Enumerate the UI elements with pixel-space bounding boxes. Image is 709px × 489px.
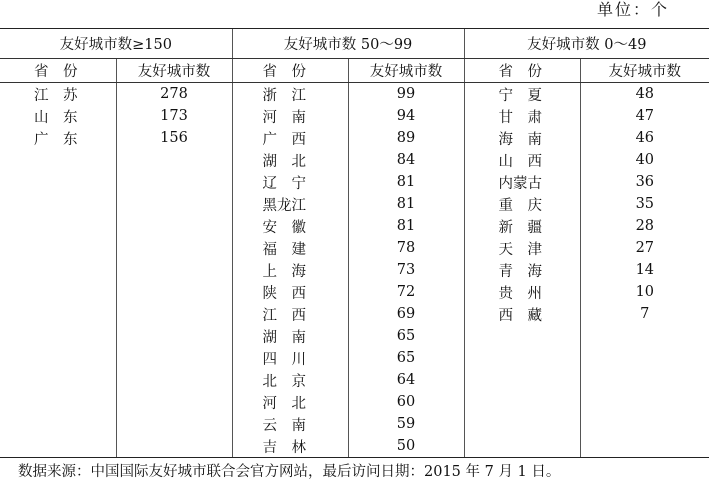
- province-cell: [0, 215, 116, 237]
- count-cell: [116, 347, 232, 369]
- column-header-count: 友好城市数: [348, 59, 464, 83]
- table-row: [0, 325, 709, 347]
- province-cell: 吉 林: [232, 435, 348, 458]
- count-cell: 60: [348, 391, 464, 413]
- table-row: [0, 413, 709, 435]
- count-cell: 64: [348, 369, 464, 391]
- province-cell: [0, 193, 116, 215]
- province-cell: 湖 南: [232, 325, 348, 347]
- province-cell: 山 东: [34, 109, 78, 126]
- province-cell: 江 苏: [34, 87, 78, 104]
- count-cell: 99: [348, 83, 464, 106]
- count-cell: [116, 413, 232, 435]
- count-cell: 40: [580, 149, 709, 171]
- count-cell: [116, 149, 232, 171]
- province-cell: 天 津: [464, 237, 580, 259]
- province-cell: 甘 肃: [464, 105, 580, 127]
- count-cell: [580, 391, 709, 413]
- province-cell: 江 西: [232, 303, 348, 325]
- table-row: [0, 127, 709, 149]
- count-cell: 65: [348, 347, 464, 369]
- table-row: [0, 281, 709, 303]
- count-cell: 7: [580, 303, 709, 325]
- count-cell: 14: [580, 259, 709, 281]
- count-cell: 84: [348, 149, 464, 171]
- province-cell: 北 京: [232, 369, 348, 391]
- group-header-row: [0, 29, 709, 59]
- count-cell: [116, 193, 232, 215]
- count-cell: 35: [580, 193, 709, 215]
- column-header-province: 省 份: [0, 59, 116, 83]
- count-cell: 65: [348, 325, 464, 347]
- count-cell: 278: [116, 83, 232, 106]
- table-row: [0, 391, 709, 413]
- table-row: [0, 369, 709, 391]
- table-row: [0, 303, 709, 325]
- group-title: 友好城市数 50～99: [232, 29, 464, 59]
- province-cell: [0, 259, 116, 281]
- count-cell: [580, 369, 709, 391]
- count-cell: [116, 281, 232, 303]
- province-cell: 陕 西: [232, 281, 348, 303]
- count-cell: [116, 303, 232, 325]
- count-cell: 78: [348, 237, 464, 259]
- table-row: [0, 171, 709, 193]
- province-cell: [0, 171, 116, 193]
- friendship-cities-table: [0, 28, 709, 458]
- group-title: 友好城市数≥150: [0, 29, 232, 59]
- count-cell: 73: [348, 259, 464, 281]
- group-title: 友好城市数 0～49: [464, 29, 709, 59]
- column-header-province: 省 份: [232, 59, 348, 83]
- count-cell: [116, 369, 232, 391]
- province-cell: [464, 413, 580, 435]
- province-cell: [464, 347, 580, 369]
- count-cell: 69: [348, 303, 464, 325]
- province-cell: 湖 北: [232, 149, 348, 171]
- count-cell: 89: [348, 127, 464, 149]
- province-cell: 青 海: [464, 259, 580, 281]
- column-header-count: 友好城市数: [580, 59, 709, 83]
- province-cell: 西 藏: [464, 303, 580, 325]
- province-cell: 重 庆: [464, 193, 580, 215]
- province-cell: 辽 宁: [232, 171, 348, 193]
- province-cell: [0, 391, 116, 413]
- province-cell: 浙 江: [232, 83, 348, 106]
- province-cell: 山 西: [464, 149, 580, 171]
- province-cell: 福 建: [232, 237, 348, 259]
- province-cell: 贵 州: [464, 281, 580, 303]
- table-row: [0, 259, 709, 281]
- count-cell: 10: [580, 281, 709, 303]
- count-cell: [116, 325, 232, 347]
- province-cell: 上 海: [232, 259, 348, 281]
- table-row: [0, 347, 709, 369]
- province-cell: 云 南: [232, 413, 348, 435]
- province-cell: [0, 149, 116, 171]
- count-cell: [116, 259, 232, 281]
- table-body: [0, 83, 709, 458]
- table-row: [0, 105, 709, 127]
- province-cell: [0, 435, 116, 458]
- province-cell: [0, 347, 116, 369]
- province-cell: 河 北: [232, 391, 348, 413]
- count-cell: 27: [580, 237, 709, 259]
- unit-label: 单位：个: [596, 0, 669, 19]
- count-cell: [580, 325, 709, 347]
- table-row: [0, 193, 709, 215]
- count-cell: [116, 171, 232, 193]
- count-cell: [116, 215, 232, 237]
- table-row: [0, 149, 709, 171]
- count-cell: 48: [580, 83, 709, 106]
- province-cell: [0, 325, 116, 347]
- count-cell: 36: [580, 171, 709, 193]
- count-cell: [580, 347, 709, 369]
- province-cell: [0, 369, 116, 391]
- province-cell: [464, 391, 580, 413]
- count-cell: 50: [348, 435, 464, 458]
- province-cell: [464, 325, 580, 347]
- province-cell: 黑龙江: [232, 193, 348, 215]
- province-cell: [0, 303, 116, 325]
- source-note: 数据来源：中国国际友好城市联合会官方网站，最后访问日期：2015 年 7 月 1 日。: [18, 464, 561, 480]
- province-cell: [0, 237, 116, 259]
- count-cell: 81: [348, 193, 464, 215]
- count-cell: [116, 391, 232, 413]
- count-cell: 28: [580, 215, 709, 237]
- count-cell: 94: [348, 105, 464, 127]
- province-cell: 广 西: [232, 127, 348, 149]
- province-cell: 海 南: [464, 127, 580, 149]
- province-cell: [0, 413, 116, 435]
- province-cell: [464, 369, 580, 391]
- province-cell: 新 疆: [464, 215, 580, 237]
- count-cell: 72: [348, 281, 464, 303]
- province-cell: 四 川: [232, 347, 348, 369]
- count-cell: [116, 237, 232, 259]
- count-cell: [116, 435, 232, 458]
- table-row: [0, 237, 709, 259]
- province-cell: 宁 夏: [464, 83, 580, 106]
- count-cell: 46: [580, 127, 709, 149]
- province-cell: 河 南: [232, 105, 348, 127]
- column-header-row: [0, 59, 709, 83]
- count-cell: 47: [580, 105, 709, 127]
- province-cell: [464, 435, 580, 458]
- column-header-count: 友好城市数: [116, 59, 232, 83]
- province-cell: 内蒙古: [464, 171, 580, 193]
- count-cell: 59: [348, 413, 464, 435]
- table-row: [0, 215, 709, 237]
- table-row: [0, 435, 709, 458]
- count-cell: 156: [116, 127, 232, 149]
- table-row: [0, 83, 709, 106]
- count-cell: [580, 435, 709, 458]
- count-cell: 81: [348, 215, 464, 237]
- province-cell: 安 徽: [232, 215, 348, 237]
- province-cell: 广 东: [34, 131, 78, 148]
- province-cell: [0, 281, 116, 303]
- column-header-province: 省 份: [464, 59, 580, 83]
- count-cell: 81: [348, 171, 464, 193]
- count-cell: 173: [116, 105, 232, 127]
- count-cell: [580, 413, 709, 435]
